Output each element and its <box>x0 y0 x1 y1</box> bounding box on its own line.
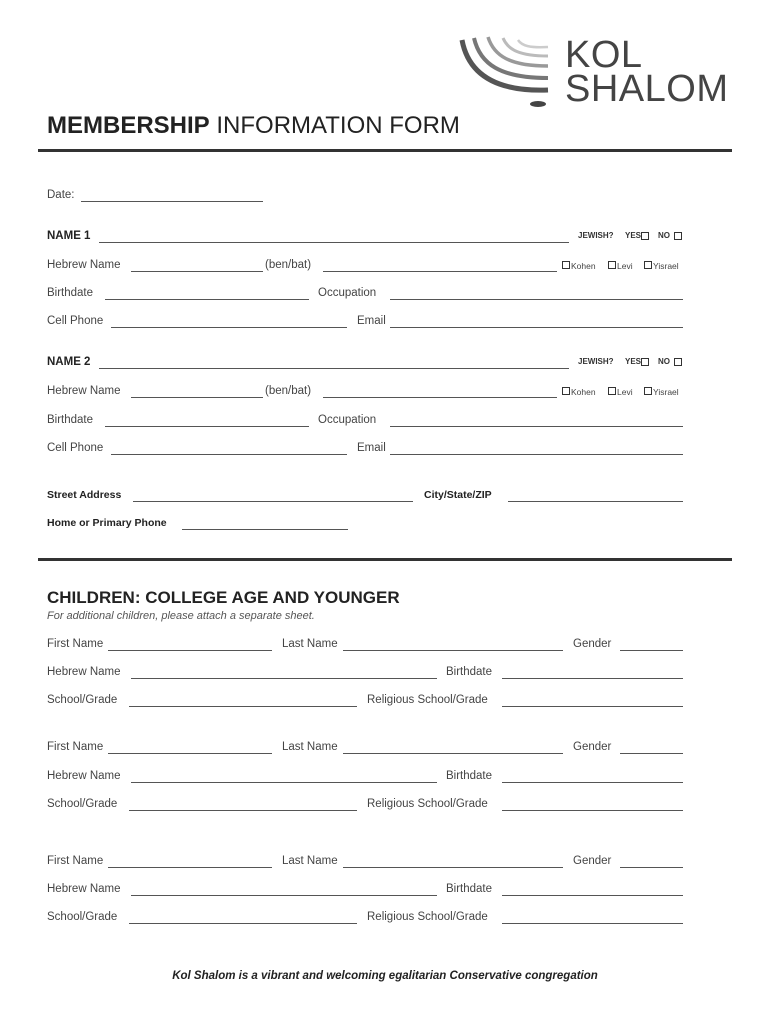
yes-label: YES <box>625 231 642 240</box>
gender-label: Gender <box>573 638 612 650</box>
religious-school-label: Religious School/Grade <box>367 798 488 810</box>
birthdate-field[interactable] <box>105 299 309 300</box>
title-bold: MEMBERSHIP <box>47 112 210 139</box>
school-grade-label: School/Grade <box>47 798 118 810</box>
last-name-field[interactable] <box>343 867 563 868</box>
gender-field[interactable] <box>620 867 683 868</box>
first-name-field[interactable] <box>108 650 272 651</box>
children-heading: CHILDREN: COLLEGE AGE AND YOUNGER <box>47 588 400 607</box>
title-divider <box>38 149 732 152</box>
name2-row <box>47 356 683 372</box>
birthdate-field[interactable] <box>105 426 309 427</box>
jewish-label: JEWISH? <box>578 231 614 240</box>
jewish-no-checkbox[interactable] <box>674 358 682 366</box>
kohen-label: Kohen <box>571 387 596 397</box>
name2-field[interactable] <box>99 368 569 369</box>
kol-shalom-logo <box>458 32 733 112</box>
home-phone-field[interactable] <box>182 529 348 530</box>
school-grade-label: School/Grade <box>47 911 118 923</box>
email-label: Email <box>357 315 386 327</box>
occupation-label: Occupation <box>318 287 377 299</box>
last-name-label: Last Name <box>282 855 338 867</box>
yes-label: YES <box>625 357 642 366</box>
yisrael-label: Yisrael <box>653 387 679 397</box>
hebrew-name-label: Hebrew Name <box>47 666 121 678</box>
email-field[interactable] <box>390 327 683 328</box>
cell-phone-field[interactable] <box>111 454 347 455</box>
jewish-yes-checkbox[interactable] <box>641 358 649 366</box>
child2-school-row <box>47 798 683 814</box>
religious-school-label: Religious School/Grade <box>367 694 488 706</box>
school-grade-field[interactable] <box>129 810 357 811</box>
cell-phone-label: Cell Phone <box>47 315 104 327</box>
child3-school-row <box>47 911 683 927</box>
ben-bat-field[interactable] <box>323 271 557 272</box>
hebrew-name-label: Hebrew Name <box>47 770 121 782</box>
email-label: Email <box>357 442 386 454</box>
school-grade-field[interactable] <box>129 706 357 707</box>
jewish-no-checkbox[interactable] <box>674 232 682 240</box>
cell-phone-field[interactable] <box>111 327 347 328</box>
name2-contact-row <box>47 442 683 458</box>
first-name-label: First Name <box>47 638 104 650</box>
kohen-checkbox[interactable] <box>562 261 570 269</box>
date-field[interactable] <box>81 201 263 202</box>
kohen-checkbox[interactable] <box>562 387 570 395</box>
no-label: NO <box>658 357 670 366</box>
yisrael-label: Yisrael <box>653 261 679 271</box>
city-state-zip-label: City/State/ZIP <box>424 489 492 501</box>
first-name-field[interactable] <box>108 753 272 754</box>
name2-birth-row <box>47 414 683 430</box>
child1-name-row <box>47 638 683 654</box>
religious-school-field[interactable] <box>502 706 683 707</box>
yisrael-checkbox[interactable] <box>644 387 652 395</box>
birthdate-label: Birthdate <box>446 883 493 895</box>
hebrew-name-field[interactable] <box>131 782 437 783</box>
gender-label: Gender <box>573 741 612 753</box>
page-title <box>47 112 460 140</box>
address-row <box>47 489 683 505</box>
street-address-label: Street Address <box>47 489 122 501</box>
birthdate-field[interactable] <box>502 782 683 783</box>
hebrew-name-field[interactable] <box>131 895 437 896</box>
child3-hebrew-row <box>47 883 683 899</box>
jewish-label: JEWISH? <box>578 357 614 366</box>
child1-hebrew-row <box>47 666 683 682</box>
occupation-label: Occupation <box>318 414 377 426</box>
levi-label: Levi <box>617 261 633 271</box>
name1-field[interactable] <box>99 242 569 243</box>
hebrew-name-label: Hebrew Name <box>47 883 121 895</box>
ben-bat-label: (ben/bat) <box>265 385 312 397</box>
school-grade-label: School/Grade <box>47 694 118 706</box>
gender-label: Gender <box>573 855 612 867</box>
religious-school-field[interactable] <box>502 810 683 811</box>
name1-hebrew-row <box>47 259 683 275</box>
first-name-field[interactable] <box>108 867 272 868</box>
levi-checkbox[interactable] <box>608 261 616 269</box>
logo-text-kol: KOL <box>565 34 643 76</box>
last-name-field[interactable] <box>343 650 563 651</box>
name2-label: NAME 2 <box>47 356 91 368</box>
child1-school-row <box>47 694 683 710</box>
logo-text-shalom: SHALOM <box>565 68 729 110</box>
birthdate-label: Birthdate <box>446 666 493 678</box>
birthdate-field[interactable] <box>502 895 683 896</box>
child2-name-row <box>47 741 683 757</box>
city-state-zip-field[interactable] <box>508 501 683 502</box>
name1-row <box>47 230 683 246</box>
last-name-label: Last Name <box>282 638 338 650</box>
section-divider <box>38 558 732 561</box>
home-phone-row <box>47 517 683 533</box>
child2-hebrew-row <box>47 770 683 786</box>
levi-label: Levi <box>617 387 633 397</box>
hebrew-name-field[interactable] <box>131 678 437 679</box>
levi-checkbox[interactable] <box>608 387 616 395</box>
footer-tagline: Kol Shalom is a vibrant and welcoming egalitarian Conservative congregation <box>172 970 598 982</box>
date-row <box>47 189 683 205</box>
no-label: NO <box>658 231 670 240</box>
home-phone-label: Home or Primary Phone <box>47 517 167 529</box>
first-name-label: First Name <box>47 741 104 753</box>
kohen-label: Kohen <box>571 261 596 271</box>
yisrael-checkbox[interactable] <box>644 261 652 269</box>
date-label: Date: <box>47 189 75 201</box>
occupation-field[interactable] <box>390 299 683 300</box>
birthdate-label: Birthdate <box>47 287 94 299</box>
last-name-field[interactable] <box>343 753 563 754</box>
cell-phone-label: Cell Phone <box>47 442 104 454</box>
title-rest: INFORMATION FORM <box>216 112 460 139</box>
birthdate-label: Birthdate <box>446 770 493 782</box>
religious-school-label: Religious School/Grade <box>367 911 488 923</box>
children-subheading: For additional children, please attach a separate sheet. <box>47 610 315 622</box>
hebrew-name-label: Hebrew Name <box>47 259 121 271</box>
first-name-label: First Name <box>47 855 104 867</box>
hebrew-name-field[interactable] <box>131 271 263 272</box>
name1-contact-row <box>47 315 683 331</box>
hebrew-name-label: Hebrew Name <box>47 385 121 397</box>
name1-label: NAME 1 <box>47 230 91 242</box>
school-grade-field[interactable] <box>129 923 357 924</box>
email-field[interactable] <box>390 454 683 455</box>
jewish-yes-checkbox[interactable] <box>641 232 649 240</box>
religious-school-field[interactable] <box>502 923 683 924</box>
last-name-label: Last Name <box>282 741 338 753</box>
occupation-field[interactable] <box>390 426 683 427</box>
child3-name-row <box>47 855 683 871</box>
gender-field[interactable] <box>620 753 683 754</box>
menorah-swoosh-icon <box>458 32 568 112</box>
ben-bat-field[interactable] <box>323 397 557 398</box>
birthdate-field[interactable] <box>502 678 683 679</box>
birthdate-label: Birthdate <box>47 414 94 426</box>
hebrew-name-field[interactable] <box>131 397 263 398</box>
gender-field[interactable] <box>620 650 683 651</box>
ben-bat-label: (ben/bat) <box>265 259 312 271</box>
name1-birth-row <box>47 287 683 303</box>
name2-hebrew-row <box>47 385 683 401</box>
street-address-field[interactable] <box>133 501 413 502</box>
